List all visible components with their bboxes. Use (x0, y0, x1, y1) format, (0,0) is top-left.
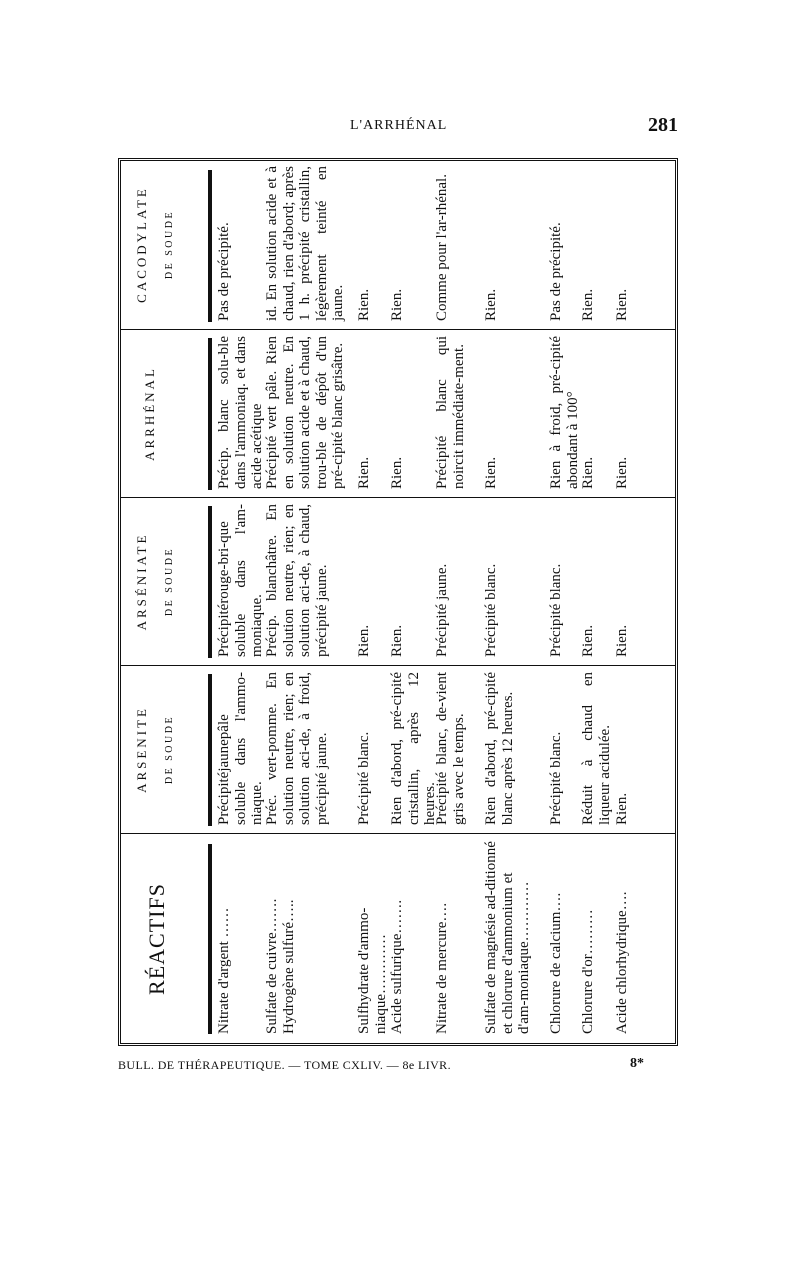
column-title: CACODYLATE (134, 186, 149, 303)
column-title: ARRHÉNAL (142, 366, 157, 461)
table-cell: Précipitérouge-bri-que soluble dans l'am-moniaque. (216, 504, 265, 657)
column-arseniate (120, 498, 676, 666)
table-cell: Rien. (356, 288, 372, 321)
table-cell: Rien. (614, 456, 630, 489)
column-header (120, 834, 206, 1044)
table-row-reagent: Chlorure de calcium…. (548, 892, 564, 1034)
table-cell: Rien. (614, 288, 630, 321)
table-cell: Précipité blanc. (483, 563, 499, 657)
table-row-reagent: Acide chlorhydrique…. (614, 891, 630, 1034)
table-cell: Rien d'abord, pré-cipité cristallin, après 12 heures. (389, 672, 438, 825)
column-subtitle: DE SOUDE (164, 714, 175, 785)
table-cell: Pas de précipité. (548, 222, 564, 321)
table-cell: Rien. (614, 792, 630, 825)
reactions-table (120, 160, 676, 1044)
table-cell: Pas de précipité. (216, 222, 232, 321)
table-cell: Rien. (483, 456, 499, 489)
table-cell: Précipité jaune. (434, 563, 450, 657)
table-cell: Précipité vert pâle. Rien en solution neutre. En solution acide et à chaud, trou-ble de dépôt d'un pré-cipité blanc grisâtre. (264, 336, 346, 489)
column-subtitle: DE SOUDE (164, 209, 175, 280)
table-cell: Rien à froid, pré-cipité abondant à 100° (548, 336, 581, 489)
page-number: 281 (648, 114, 678, 136)
table-cell: Précip. blanchâtre. En solution neutre, rien; en solution aci-de, à chaud, précipité jaune. (264, 504, 330, 657)
table-cell: Rien d'abord, pré-cipité blanc après 12 heures. (483, 672, 516, 825)
table-cell: Précipité blanc. (548, 563, 564, 657)
table-cell: Rien. (580, 288, 596, 321)
column-title: ARSÉNIATE (134, 532, 149, 631)
table-cell: Rien. (356, 624, 372, 657)
table-cell: Rien. (389, 456, 405, 489)
table-row-reagent: Sulfate de cuivre……. Hydrogène sulfuré….. (264, 898, 297, 1034)
table-row-reagent: Nitrate d'argent …… (216, 907, 232, 1034)
table-cell: id. En solution acide et à chaud, rien d'abord; après 1 h. précipité cristallin, légèrement teinté en jaune. (264, 166, 346, 321)
header-rule (208, 170, 212, 322)
column-subtitle: DE SOUDE (164, 546, 175, 617)
table-cell: Précipité blanc qui noircit immédiate-ment. (434, 336, 467, 489)
column-title: ARSENITE (134, 706, 149, 793)
table-row-reagent: Sulfhydrate d'ammo-niaque………… (356, 907, 389, 1034)
table-cell: Rien. (614, 624, 630, 657)
column-cacodylate (120, 160, 676, 330)
column-header (120, 666, 206, 833)
column-arsenite (120, 666, 676, 834)
table-row-reagent: Sulfate de magnésie ad-ditionné et chlorure d'ammonium et d'am-moniaque………… (483, 841, 532, 1034)
header-rule (208, 506, 212, 658)
journal-footer: BULL. DE THÉRAPEUTIQUE. — TOME CXLIV. — 8e LIVR. (118, 1058, 451, 1072)
column-header (120, 330, 206, 497)
table-cell: Précipité blanc, de-vient gris avec le temps. (434, 672, 467, 825)
signature-mark: 8* (630, 1056, 644, 1071)
table-row-reagent: Nitrate de mercure…. (434, 902, 450, 1034)
table-cell: Rien. (483, 288, 499, 321)
header-rule (208, 338, 212, 490)
table-cell: Comme pour l'ar-rhénal. (434, 174, 450, 321)
table-cell: Rien. (580, 624, 596, 657)
table-cell: Réduit à chaud en liqueur acidulée. (580, 672, 613, 825)
table-cell: Rien. (389, 624, 405, 657)
column-title: RÉACTIFS (144, 883, 169, 995)
running-title: L'ARRHÉNAL (350, 118, 448, 133)
table-cell: Rien. (356, 456, 372, 489)
table-row-reagent: Acide sulfurique……. (389, 899, 405, 1034)
table-cell: Précipitéjaunepâle soluble dans l'ammo-niaque. (216, 672, 265, 825)
column-header (120, 498, 206, 665)
column-reactifs (120, 834, 676, 1044)
table-cell: Préc. vert-pomme. En solution neutre, rien; en solution aci-de, à froid, précipité jaune. (264, 672, 330, 825)
table-cell: Précip. blanc solu-ble dans l'ammoniaq. et dans acide acétique (216, 336, 265, 489)
column-arrhenal (120, 330, 676, 498)
header-rule (208, 674, 212, 826)
table-cell: Précipité blanc. (548, 731, 564, 825)
header-rule (208, 844, 212, 1034)
column-header (120, 160, 206, 329)
table-row-reagent: Chlorure d'or……… (580, 909, 596, 1034)
table-cell: Rien. (580, 456, 596, 489)
table-cell: Rien. (389, 288, 405, 321)
table-cell: Précipité blanc. (356, 731, 372, 825)
